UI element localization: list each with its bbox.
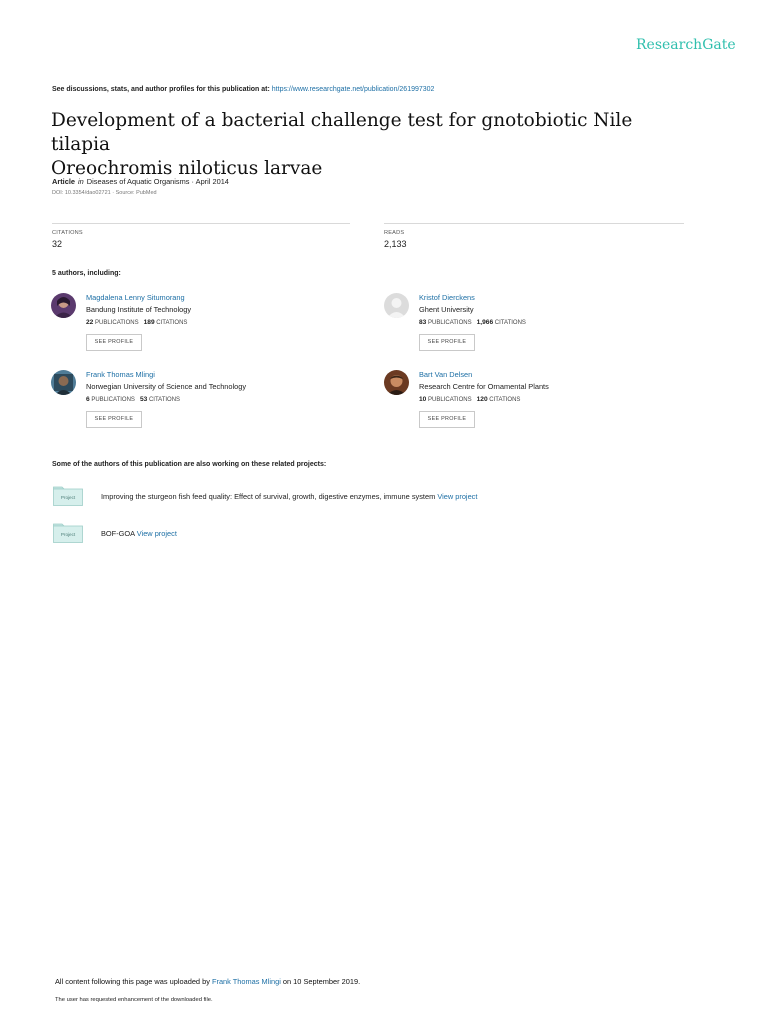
divider-right	[384, 223, 684, 224]
citation-count: 189	[143, 319, 155, 326]
author-institution: Ghent University	[419, 305, 474, 314]
researchgate-logo[interactable]: ResearchGate	[636, 37, 736, 53]
author-institution: Research Centre for Ornamental Plants	[419, 382, 549, 391]
project-icon-label: Project	[60, 532, 76, 537]
project-folder-icon[interactable]	[53, 486, 83, 506]
author-name[interactable]: Magdalena Lenny Situmorang	[86, 293, 185, 302]
author-card	[51, 370, 351, 432]
authors-heading: 5 authors, including:	[52, 270, 121, 277]
publications-label: PUBLICATIONS	[428, 320, 472, 326]
citation-count: 53	[139, 396, 148, 403]
citations-label: CITATIONS	[148, 397, 181, 403]
upload-note	[55, 977, 360, 986]
journal-date: Diseases of Aquatic Organisms · April 2014	[86, 177, 229, 186]
see-profile-button[interactable]: SEE PROFILE	[419, 411, 475, 428]
author-name[interactable]: Kristof Dierckens	[419, 293, 475, 302]
citation-count: 1,966	[476, 319, 494, 326]
publications-label: PUBLICATIONS	[95, 320, 139, 326]
citations-label: CITATIONS	[52, 230, 83, 236]
view-project-link[interactable]: View project	[437, 492, 478, 501]
author-stats	[419, 319, 526, 326]
author-stats	[86, 319, 187, 326]
publication-count: 10	[419, 396, 427, 403]
citation-count: 120	[476, 396, 488, 403]
see-profile-button[interactable]: SEE PROFILE	[419, 334, 475, 351]
author-card	[384, 370, 684, 432]
uploader-link[interactable]: Frank Thomas Mlingi	[211, 977, 281, 986]
author-institution: Bandung Institute of Technology	[86, 305, 192, 314]
doi-source: DOI: 10.3354/dao02721 · Source: PubMed	[52, 190, 157, 196]
article-type: Article	[52, 177, 76, 186]
author-avatar[interactable]	[51, 370, 76, 395]
upload-prefix: All content following this page was uploaded by	[55, 977, 210, 986]
upload-suffix: on 10 September 2019.	[282, 977, 361, 986]
author-institution: Norwegian University of Science and Technology	[86, 382, 247, 391]
paper-title	[51, 109, 691, 181]
paper-title-line-2: Oreochromis niloticus larvae	[51, 158, 323, 179]
publication-count: 6	[86, 396, 90, 403]
project-item	[101, 492, 477, 501]
see-profile-button[interactable]: SEE PROFILE	[86, 411, 142, 428]
author-avatar[interactable]	[384, 293, 409, 318]
author-stats	[419, 396, 520, 403]
view-project-link[interactable]: View project	[136, 529, 177, 538]
see-profile-button[interactable]: SEE PROFILE	[86, 334, 142, 351]
citations-label: CITATIONS	[494, 320, 526, 326]
publication-link[interactable]: https://www.researchgate.net/publication/261997302	[271, 86, 435, 93]
discussion-prefix: See discussions, stats, and author profiles for this publication at:	[52, 86, 270, 93]
project-folder-icon[interactable]	[53, 523, 83, 543]
author-card	[384, 293, 684, 355]
author-avatar[interactable]	[384, 370, 409, 395]
citations-label: CITATIONS	[489, 397, 521, 403]
divider-left	[52, 223, 350, 224]
publications-label: PUBLICATIONS	[91, 397, 135, 403]
author-card	[51, 293, 351, 355]
enhancement-note: The user has requested enhancement of the downloaded file.	[55, 997, 213, 1003]
article-in: in	[78, 177, 84, 186]
projects-heading: Some of the authors of this publication are also working on these related projects:	[52, 461, 327, 468]
publication-count: 22	[86, 319, 94, 326]
reads-value: 2,133	[384, 239, 407, 249]
publications-label: PUBLICATIONS	[428, 397, 472, 403]
project-title: BOF-GOA	[101, 529, 135, 538]
author-name[interactable]: Frank Thomas Mlingi	[86, 370, 155, 379]
project-item	[101, 529, 177, 538]
project-title: Improving the sturgeon fish feed quality: Effect of survival, growth, digestive enzymes, immune system	[101, 492, 436, 501]
project-icon-label: Project	[60, 495, 76, 500]
citations-value: 32	[52, 239, 63, 249]
reads-label: READS	[384, 230, 405, 236]
author-name[interactable]: Bart Van Delsen	[419, 370, 473, 379]
article-meta	[52, 177, 229, 186]
publication-count: 83	[419, 319, 427, 326]
discussion-line	[52, 86, 434, 93]
author-avatar[interactable]	[51, 293, 76, 318]
citations-label: CITATIONS	[156, 320, 188, 326]
paper-title-line-1: Development of a bacterial challenge test for gnotobiotic Nile tilapia	[51, 110, 633, 155]
author-stats	[86, 396, 180, 403]
